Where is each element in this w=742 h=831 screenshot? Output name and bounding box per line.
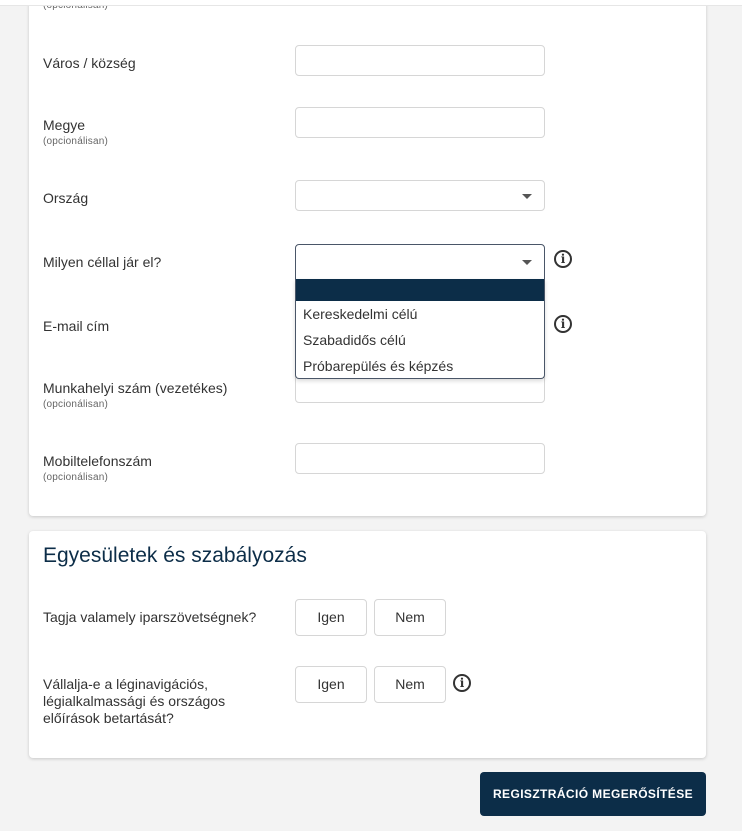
dropdown-option-leisure[interactable]: Szabadidős célú: [303, 332, 406, 348]
compliance-yes-button[interactable]: Igen: [295, 666, 367, 703]
email-label: E-mail cím: [43, 318, 110, 334]
dropdown-option-commercial[interactable]: Kereskedelmi célú: [303, 306, 418, 322]
info-icon[interactable]: i: [453, 674, 471, 692]
purpose-dropdown-list: [295, 279, 545, 379]
county-label: Megye: [43, 117, 86, 133]
city-label: Város / község: [43, 55, 136, 71]
mobile-label: Mobiltelefonszám: [43, 453, 152, 469]
section-title: Egyesületek és szabályozás: [43, 544, 307, 567]
county-optional-hint: (opcionálisan): [43, 136, 109, 147]
compliance-question: Vállalja-e a léginavigációs, légialkalmassági és országos előírások betartását?: [43, 676, 226, 726]
purpose-select[interactable]: [295, 244, 545, 280]
confirm-registration-button[interactable]: REGISZTRÁCIÓ MEGERŐSÍTÉSE: [480, 772, 706, 816]
work-phone-optional-hint: (opcionálisan): [43, 399, 109, 410]
info-icon[interactable]: i: [554, 250, 572, 268]
work-phone-label: Munkahelyi szám (vezetékes): [43, 380, 228, 396]
dropdown-option-empty[interactable]: [296, 279, 544, 301]
membership-yes-button[interactable]: Igen: [295, 599, 367, 636]
mobile-optional-hint: (opcionálisan): [43, 472, 109, 483]
compliance-no-button[interactable]: Nem: [374, 666, 446, 703]
country-select[interactable]: [295, 180, 545, 211]
top-header-edge: [0, 0, 742, 6]
dropdown-option-testflight-training[interactable]: Próbarepülés és képzés: [303, 358, 454, 374]
chevron-down-icon: [522, 260, 532, 265]
chevron-down-icon: [522, 194, 532, 199]
city-input[interactable]: [295, 45, 545, 76]
info-icon[interactable]: i: [554, 315, 572, 333]
purpose-label: Milyen céllal jár el?: [43, 254, 162, 270]
county-input[interactable]: [295, 107, 545, 138]
mobile-input[interactable]: [295, 443, 545, 474]
membership-no-button[interactable]: Nem: [374, 599, 446, 636]
country-label: Ország: [43, 190, 89, 206]
membership-question: Tagja valamely iparszövetségnek?: [43, 609, 257, 625]
